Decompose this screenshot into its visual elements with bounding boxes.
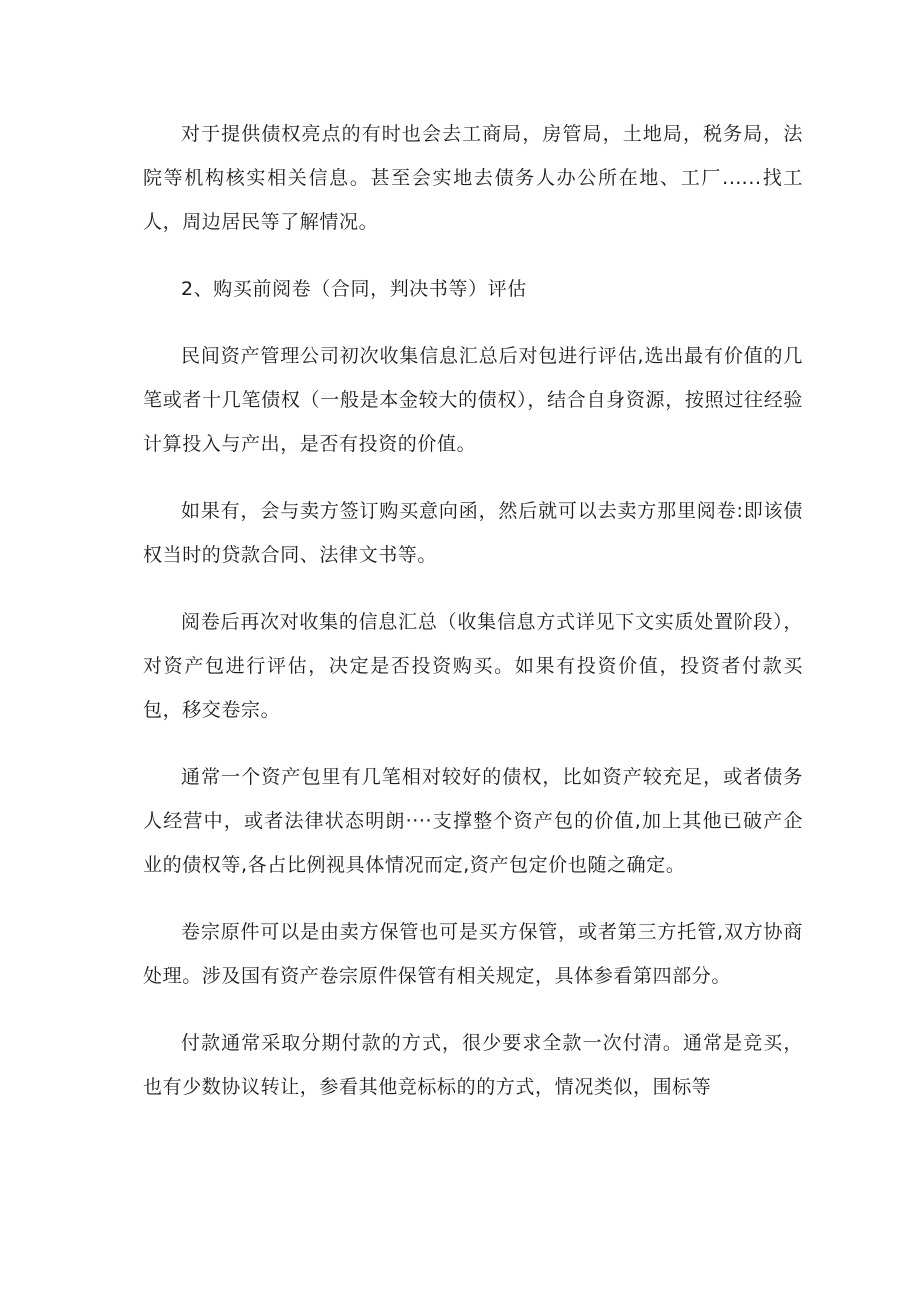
paragraph-initial-evaluation: 民间资产管理公司初次收集信息汇总后对包进行评估,选出最有价值的几笔或者十几笔债权（一般是本金较大的债权），结合自身资源，按照过往经验计算投入与产出，是否有投资的价值。 — [143, 345, 803, 455]
paragraph-intent-letter: 如果有，会与卖方签订购买意向函，然后就可以去卖方那里阅卷:即该债权当时的贷款合同、法律文书等。 — [143, 500, 803, 566]
paragraph-file-custody: 卷宗原件可以是由卖方保管也可是买方保管，或者第三方托管,双方协商处理。涉及国有资产卷宗原件保管有相关规定，具体参看第四部分。 — [143, 921, 803, 987]
paragraph-package-value: 通常一个资产包里有几笔相对较好的债权，比如资产较充足，或者债务人经营中，或者法律状态明朗····支撑整个资产包的价值,加上其他已破产企业的债权等,各占比例视具体情况而定,资产包定价也随之确定。 — [143, 766, 803, 876]
document-body — [143, 112, 803, 1109]
paragraph-verification: 对于提供债权亮点的有时也会去工商局，房管局，土地局，税务局，法院等机构核实相关信息。甚至会实地去债务人办公所在地、工厂.…..找工人，周边居民等了解情况。 — [143, 123, 803, 233]
paragraph-post-review: 阅卷后再次对收集的信息汇总（收集信息方式详见下文实质处置阶段），对资产包进行评估，决定是否投资购买。如果有投资价值，投资者付款买包，移交卷宗。 — [143, 611, 803, 721]
paragraph-payment: 付款通常采取分期付款的方式，很少要求全款一次付清。通常是竞买，也有少数协议转让，参看其他竞标标的的方式，情况类似，围标等 — [143, 1032, 803, 1098]
section-heading-pre-purchase-review: 2、购买前阅卷（合同，判决书等）评估 — [181, 278, 527, 300]
